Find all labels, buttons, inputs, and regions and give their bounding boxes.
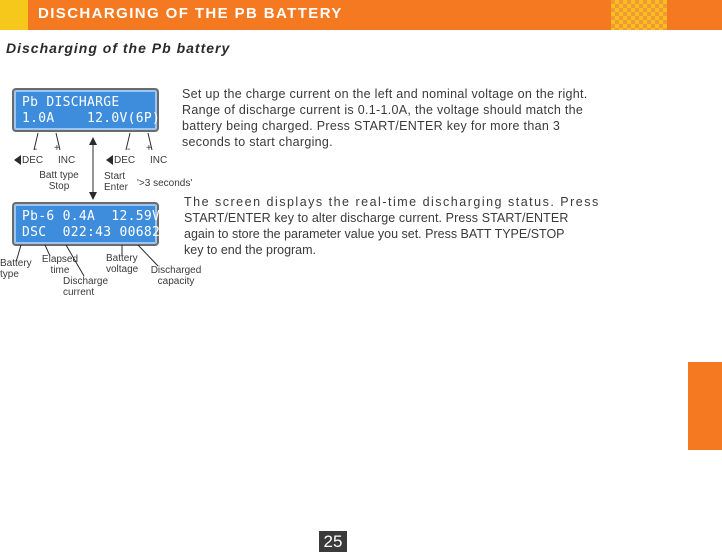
battery-voltage-label: Battery voltage <box>106 253 139 275</box>
lcd-status-line-2: DSC 022:43 00682 <box>22 225 161 240</box>
side-tab <box>688 362 722 450</box>
lcd-line-2: 1.0A 12.0V(6P) <box>22 111 161 126</box>
start-enter-label: Start Enter <box>104 171 128 193</box>
battery-type-label: Battery type <box>0 258 32 280</box>
dec-left-arrow-icon <box>14 155 21 165</box>
dec-left-label: DEC <box>22 155 44 166</box>
discharge-current-label: Discharge current <box>63 276 109 298</box>
status-instructions: The screen displays the real-time discharging status. Press START/ENTER key to alter discharge current. Press START/ENTER again to store the parameter value you set. Press BATT TYPE/STOP key to end the program. <box>184 195 600 257</box>
plus-left: + <box>54 143 60 154</box>
minus-right: - <box>127 144 131 155</box>
batt-type-stop-label: Batt type Stop <box>39 170 79 192</box>
page-title: DISCHARGING OF THE PB BATTERY <box>38 5 343 22</box>
dec-right-arrow-icon <box>106 155 113 165</box>
inc-right-label: INC <box>150 155 168 166</box>
lcd-status-line-1: Pb-6 0.4A 12.59V <box>22 209 161 224</box>
elapsed-time-label: Elapsed time <box>41 254 79 276</box>
lcd-line-1: Pb DISCHARGE <box>22 95 120 110</box>
page-number: 25 <box>319 531 347 552</box>
plus-right: + <box>146 143 152 154</box>
inc-left-label: INC <box>58 155 76 166</box>
hold-duration-note: '>3 seconds' <box>137 178 193 189</box>
discharged-capacity-label: Discharged capacity <box>150 265 202 287</box>
dec-right-label: DEC <box>114 155 136 166</box>
setup-instructions: Set up the charge current on the left and nominal voltage on the right. Range of discharge current is 0.1-1.0A, the voltage should match the battery being charged. Press START/ENTER key for more than 3 seconds to start charging. <box>182 87 588 149</box>
section-heading: Discharging of the Pb battery <box>6 40 231 56</box>
minus-left: - <box>34 144 38 155</box>
